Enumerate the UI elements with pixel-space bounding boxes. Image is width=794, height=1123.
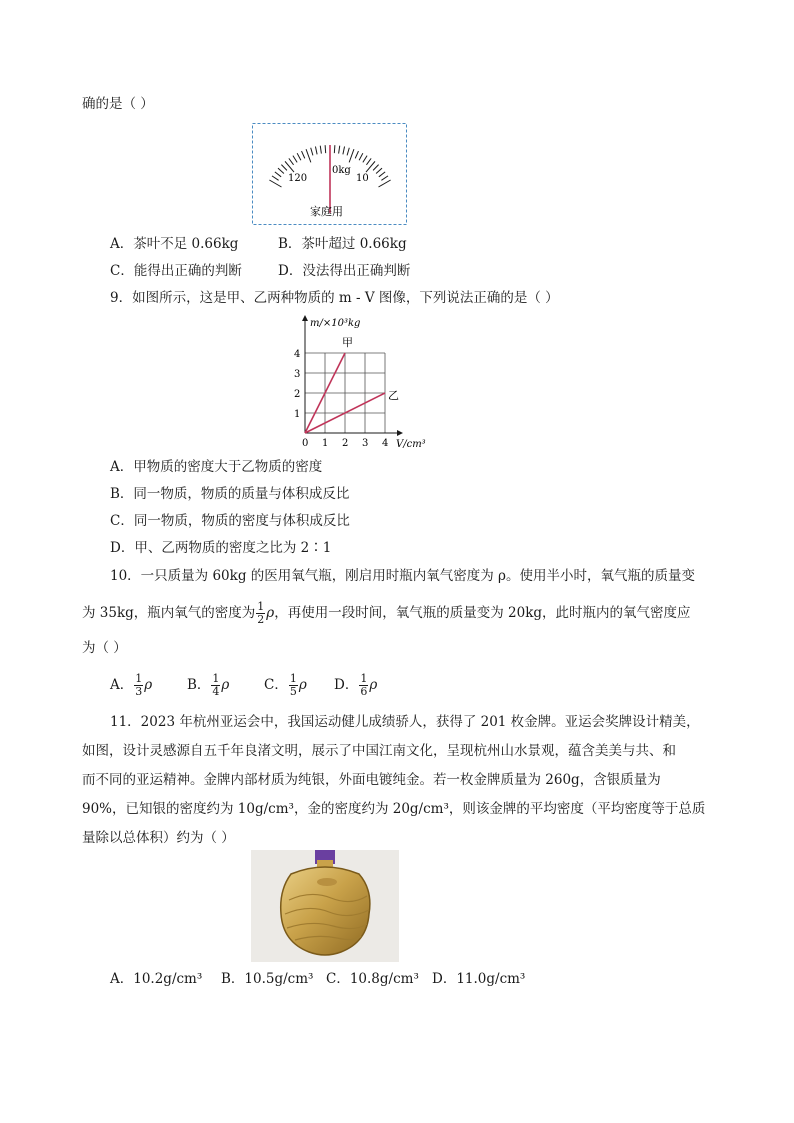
- q11-option-c[interactable]: C．10.8g/cm³: [326, 971, 419, 987]
- scale-tick: [359, 153, 363, 160]
- scale-tick: [320, 146, 321, 154]
- scale-left-label: 120: [288, 173, 308, 184]
- q11-option-d[interactable]: D．11.0g/cm³: [432, 971, 526, 987]
- x-tick-label: 2: [342, 438, 349, 449]
- scale-tick: [311, 148, 313, 156]
- q10-rho: ρ: [266, 605, 275, 621]
- x-tick-label: 4: [382, 438, 389, 449]
- q9-option-a[interactable]: A．甲物质的密度大于乙物质的密度: [110, 459, 323, 475]
- q8-option-c[interactable]: C．能得出正确的判断: [110, 263, 242, 279]
- q9-option-c[interactable]: C．同一物质，物质的密度与体积成反比: [110, 513, 350, 529]
- gold-medal-image: [251, 850, 399, 962]
- q10-option-a[interactable]: A． $\frac{1}{3}$ ρ: [110, 672, 153, 698]
- q10-half-fraction: $\frac{1}{2}$: [257, 600, 265, 626]
- x-tick-label: 0: [302, 438, 309, 449]
- scale-tick: [349, 149, 354, 162]
- scale-tick: [379, 172, 385, 177]
- scale-tick: [306, 149, 311, 162]
- scale-tick: [289, 158, 294, 164]
- scale-tick: [269, 180, 281, 187]
- scale-tick: [278, 168, 284, 173]
- q9-stem: 9．如图所示，这是甲、乙两种物质的 m - V 图像，下列说法正确的是（ ）: [110, 290, 559, 306]
- q10-line1: 10．一只质量为 60kg 的医用氧气瓶，刚启用时瓶内氧气密度为 ρ。使用半小时，氧气瓶的质量变: [110, 568, 695, 584]
- scale-tick: [373, 165, 379, 171]
- mv-graph: [288, 312, 426, 452]
- q8-option-d[interactable]: D．没法得出正确判断: [278, 263, 411, 279]
- scale-tick: [339, 146, 340, 154]
- scale-tick: [347, 148, 349, 156]
- q10-option-b[interactable]: B． $\frac{1}{4}$ ρ: [187, 672, 230, 698]
- x-tick-label: 1: [322, 438, 329, 449]
- y-axis-label: m/×10³kg: [310, 318, 361, 329]
- y-tick-label: 3: [294, 369, 301, 380]
- y-tick-label: 2: [294, 389, 301, 400]
- series-label-jia: 甲: [342, 336, 353, 349]
- q10-option-c[interactable]: C． $\frac{1}{5}$ ρ: [264, 672, 307, 698]
- q11-line4: 90%，已知银的密度约为 10g/cm³，金的密度约为 20g/cm³，则该金牌的平均密度（平均密度等于总质: [82, 801, 706, 817]
- q11-line2: 如图，设计灵感源自五千年良渚文明，展示了中国江南文化，呈现杭州山水景观，蕴含美美与共、和: [82, 743, 676, 759]
- q11-line1: 11．2023 年杭州亚运会中，我国运动健儿成绩骄人，获得了 201 枚金牌。亚运会奖牌设计精美，: [110, 714, 700, 730]
- q11-option-a[interactable]: A．10.2g/cm³: [110, 971, 203, 987]
- q10-line2-b: ，再使用一段时间，氧气瓶的质量变为 20kg，此时瓶内的氧气密度应: [274, 605, 691, 621]
- scale-right-label: 10: [356, 173, 369, 184]
- y-tick-label: 4: [294, 349, 301, 360]
- scale-tick: [381, 176, 388, 180]
- scale-tick: [366, 158, 371, 164]
- x-tick-label: 3: [362, 438, 369, 449]
- y-tick-label: 1: [294, 409, 301, 420]
- q11-line3: 而不同的亚运精神。金牌内部材质为纯银，外面电镀纯金。若一枚金牌质量为 260g，含银质量为: [82, 772, 661, 788]
- scale-tick: [355, 151, 358, 158]
- q8-option-b[interactable]: B．茶叶超过 0.66kg: [278, 236, 407, 252]
- q11-option-b[interactable]: B．10.5g/cm³: [221, 971, 314, 987]
- q10-line2-a: 为 35kg，瓶内氧气的密度为: [82, 605, 256, 621]
- scale-tick: [302, 151, 305, 158]
- scale-tick: [378, 180, 390, 187]
- scale-tick: [376, 168, 382, 173]
- scale-tick: [315, 147, 317, 155]
- scale-caption: 家庭用: [310, 205, 343, 218]
- scale-tick: [325, 145, 326, 153]
- scale-tick: [343, 147, 345, 155]
- q10-option-d[interactable]: D． $\frac{1}{6}$ ρ: [334, 672, 378, 698]
- scale-figure: [252, 123, 407, 225]
- q11-line5: 量除以总体积）约为（ ）: [82, 830, 235, 846]
- scale-tick: [363, 156, 367, 163]
- x-axis-label: V/cm³: [396, 439, 426, 450]
- q9-option-b[interactable]: B．同一物质，物质的质量与体积成反比: [110, 486, 350, 502]
- scale-tick: [293, 156, 297, 163]
- q8-option-a[interactable]: A．茶叶不足 0.66kg: [110, 236, 239, 252]
- scale-tick: [334, 145, 335, 153]
- q10-line3: 为（ ）: [82, 640, 127, 656]
- scale-zero-label: 0kg: [332, 165, 351, 176]
- series-label-yi: 乙: [388, 389, 399, 402]
- q10-line2: [82, 600, 691, 626]
- scale-tick: [281, 165, 287, 171]
- scale-tick: [297, 153, 301, 160]
- q8-stem-tail: 确的是（ ）: [82, 96, 154, 112]
- scale-tick: [275, 172, 281, 177]
- scale-tick: [272, 176, 279, 180]
- q9-option-d[interactable]: D．甲、乙两物质的密度之比为 2∶1: [110, 540, 332, 556]
